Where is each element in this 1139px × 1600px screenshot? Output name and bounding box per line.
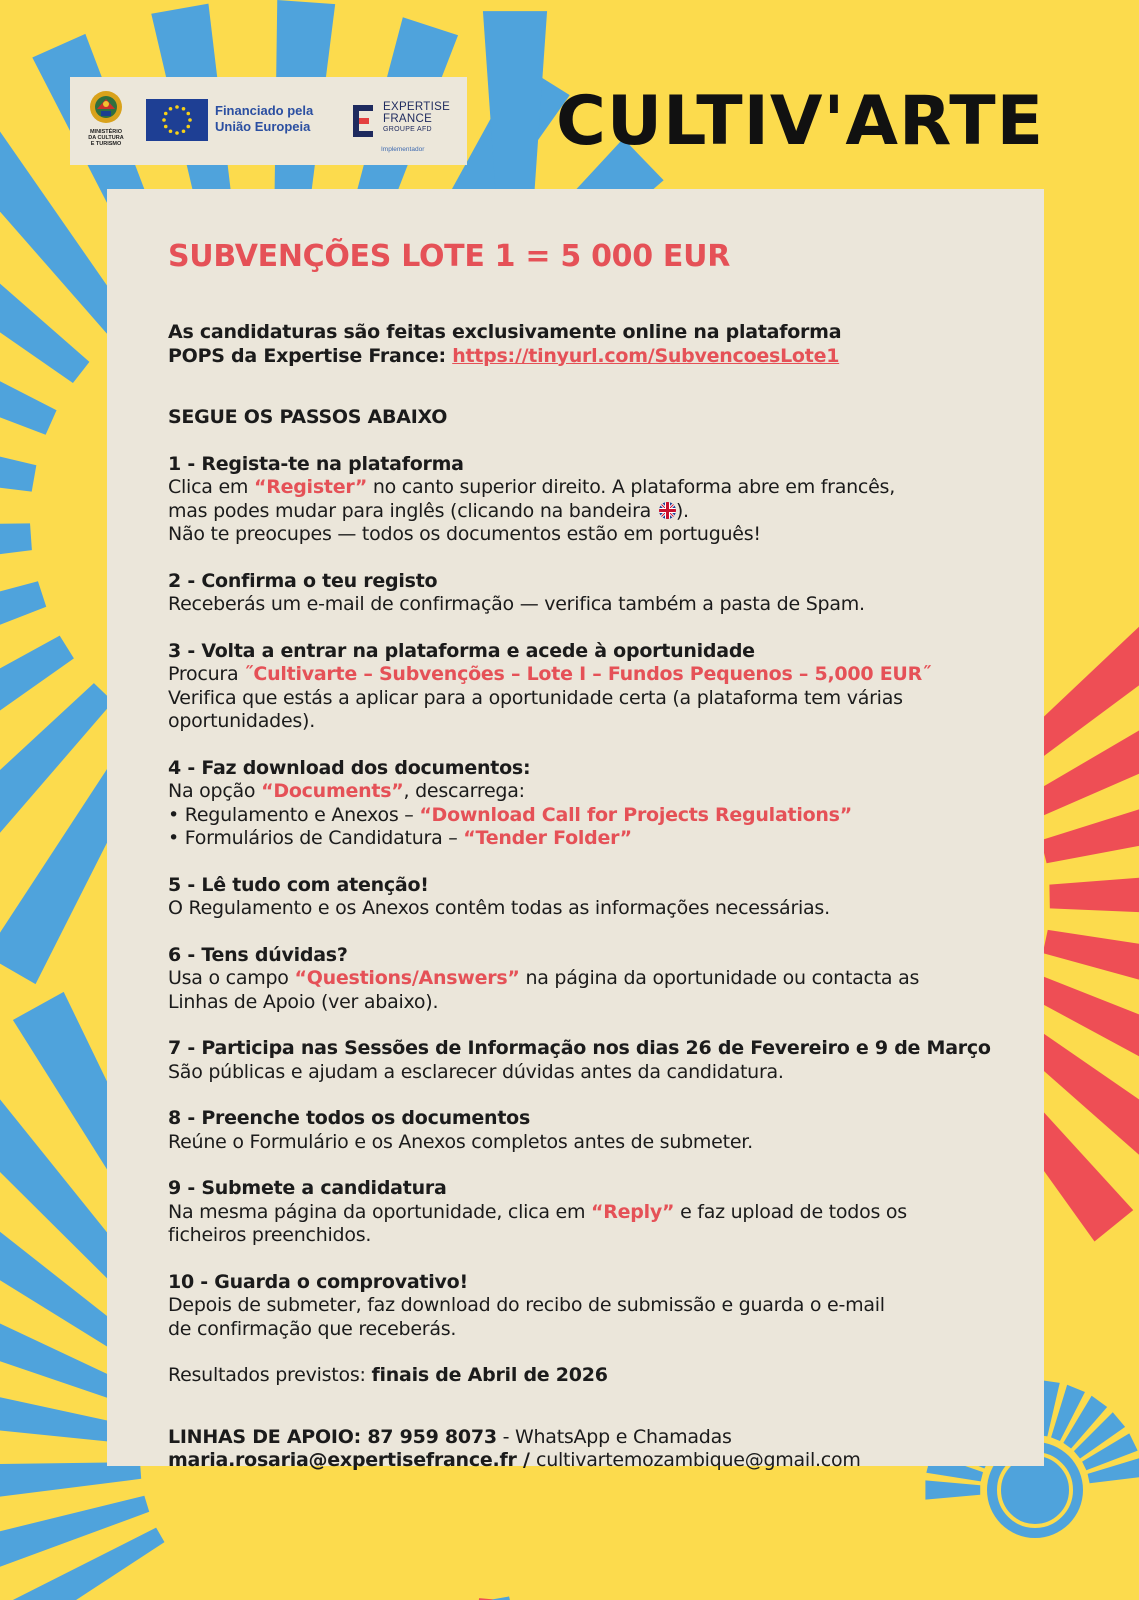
email-separator: / — [516, 1449, 536, 1471]
step-text: e faz upload de todos os — [674, 1200, 907, 1223]
step-text: , descarrega: — [403, 780, 525, 802]
register-highlight: “Register” — [253, 476, 368, 498]
step-line — [168, 663, 983, 687]
step-text: • Formulários de Candidatura – — [168, 827, 464, 849]
coat-of-arms-icon — [87, 87, 125, 127]
step-title: 3 - Volta a entrar na plataforma e acede à oportunidade — [168, 639, 755, 662]
step-line — [168, 500, 983, 524]
ef-role-label: Implementador — [381, 146, 425, 153]
eu-text-line-1: Financiado pela — [215, 103, 314, 118]
step-line: oportunidades). — [168, 710, 315, 732]
step-7 — [168, 1037, 991, 1084]
step-text: no canto superior direito. A plataforma abre em francês, — [367, 476, 895, 498]
eu-funding-label — [215, 103, 313, 135]
opportunity-name-highlight: ˝Cultivarte – Subvenções – Lote I – Fundos Pequenos – 5,000 EUR˝ — [244, 663, 932, 685]
step-title: 5 - Lê tudo com atenção! — [168, 873, 429, 896]
small-sun-ray — [925, 1480, 980, 1499]
step-line: Receberás um e-mail de confirmação — verifica também a pasta de Spam. — [168, 593, 865, 615]
expertise-france-e-icon — [353, 105, 375, 137]
step-line — [168, 1201, 983, 1225]
step-text: Na mesma página da oportunidade, clica em — [168, 1200, 592, 1223]
step-text: ). — [675, 499, 689, 522]
step-text: Procura — [168, 663, 245, 685]
step-text: • Regulamento e Anexos – — [168, 803, 420, 826]
eu-text-line-2: União Europeia — [215, 119, 311, 134]
step-line: Não te preocupes — todos os documentos estão em português! — [168, 523, 761, 545]
step-title: 8 - Preenche todos os documentos — [168, 1107, 531, 1129]
regulations-highlight: “Download Call for Projects Regulations” — [419, 803, 852, 826]
step-text: Na opção — [168, 780, 262, 802]
reply-highlight: “Reply” — [591, 1200, 675, 1223]
support-emails — [168, 1449, 983, 1473]
step-title: 10 - Guarda o comprovativo! — [168, 1270, 468, 1293]
step-line: Reúne o Formulário e os Anexos completos antes de submeter. — [168, 1130, 753, 1153]
step-line: O Regulamento e os Anexos contêm todas as informações necessárias. — [168, 897, 830, 919]
ef-group-label: GROUPE AFD — [383, 126, 432, 133]
partner-logo-bar — [70, 77, 467, 165]
intro-prefix: POPS da Expertise France: — [168, 344, 453, 367]
step-text: Clica em — [168, 476, 254, 498]
content-card — [107, 189, 1044, 1471]
expertise-france-label — [383, 101, 450, 135]
results-value: finais de Abril de 2026 — [371, 1364, 608, 1386]
step-title: 6 - Tens dúvidas? — [168, 943, 348, 966]
support-phone: 87 959 8073 — [367, 1425, 497, 1448]
step-2 — [168, 570, 983, 617]
sunburst-ray — [1049, 868, 1139, 918]
step-line — [168, 827, 983, 851]
step-line: São públicas e ajudam a esclarecer dúvidas antes da candidatura. — [168, 1060, 784, 1083]
ef-name-line-1: EXPERTISE — [383, 101, 451, 113]
step-9 — [168, 1177, 983, 1248]
sunburst-ray — [493, 1596, 543, 1600]
support-email-gmail[interactable]: cultivartemozambique@gmail.com — [536, 1449, 861, 1471]
support-phone-suffix: - WhatsApp e Chamadas — [496, 1425, 732, 1448]
results-label: Resultados previstos: — [168, 1364, 372, 1386]
support-label: LINHAS DE APOIO: — [168, 1425, 368, 1448]
step-text: Usa o campo — [168, 967, 295, 989]
step-title: 7 - Participa nas Sessões de Informação nos dias 26 de Fevereiro e 9 de Março — [168, 1037, 991, 1059]
step-10 — [168, 1271, 983, 1342]
documents-highlight: “Documents” — [261, 780, 404, 802]
support-lines — [168, 1426, 983, 1450]
step-line — [168, 476, 983, 500]
step-8 — [168, 1107, 983, 1154]
support-email-expertise[interactable]: maria.rosaria@expertisefrance.fr — [168, 1449, 517, 1471]
step-title: 1 - Regista-te na plataforma — [168, 452, 464, 475]
step-4 — [168, 757, 983, 851]
step-5 — [168, 874, 983, 921]
intro-line-1: As candidaturas são feitas exclusivamente online na plataforma — [168, 321, 842, 343]
uk-flag-icon — [659, 502, 676, 519]
step-text: mas podes mudar para inglês (clicando na bandeira — [168, 499, 657, 522]
intro-line-2 — [168, 345, 983, 369]
step-3 — [168, 640, 983, 734]
step-title: 9 - Submete a candidatura — [168, 1177, 447, 1199]
ministry-label: MINISTÉRIO DA CULTURA E TURISMO — [88, 129, 124, 147]
eu-flag-icon — [146, 99, 208, 141]
step-6 — [168, 944, 983, 1015]
tender-folder-highlight: “Tender Folder” — [463, 827, 632, 849]
brand-title: CULTIV'ARTE — [556, 82, 1045, 161]
page-title: SUBVENÇÕES LOTE 1 = 5 000 EUR — [168, 239, 730, 274]
step-line: Depois de submeter, faz download do recibo de submissão e guarda o e-mail — [168, 1294, 885, 1316]
pops-platform-link[interactable]: https://tinyurl.com/SubvencoesLote1 — [452, 344, 840, 367]
step-line: ficheiros preenchidos. — [168, 1224, 372, 1246]
step-line — [168, 780, 983, 804]
mozambique-coat-of-arms — [78, 87, 134, 147]
step-line: Verifica que estás a aplicar para a oportunidade certa (a plataforma tem várias — [168, 686, 903, 709]
ef-name-line-2: FRANCE — [383, 113, 433, 125]
step-1 — [168, 453, 983, 547]
step-line: Linhas de Apoio (ver abaixo). — [168, 990, 439, 1013]
sunburst-ray — [0, 523, 32, 585]
step-line — [168, 804, 983, 828]
step-text: na página da oportunidade ou contacta as — [519, 967, 920, 989]
step-title: 4 - Faz download dos documentos: — [168, 756, 531, 779]
step-line: de confirmação que receberás. — [168, 1317, 457, 1340]
questions-answers-highlight: “Questions/Answers” — [294, 967, 520, 989]
steps-heading: SEGUE OS PASSOS ABAIXO — [168, 406, 448, 428]
step-title: 2 - Confirma o teu registo — [168, 569, 438, 592]
step-line — [168, 967, 983, 991]
expected-results — [168, 1364, 983, 1388]
